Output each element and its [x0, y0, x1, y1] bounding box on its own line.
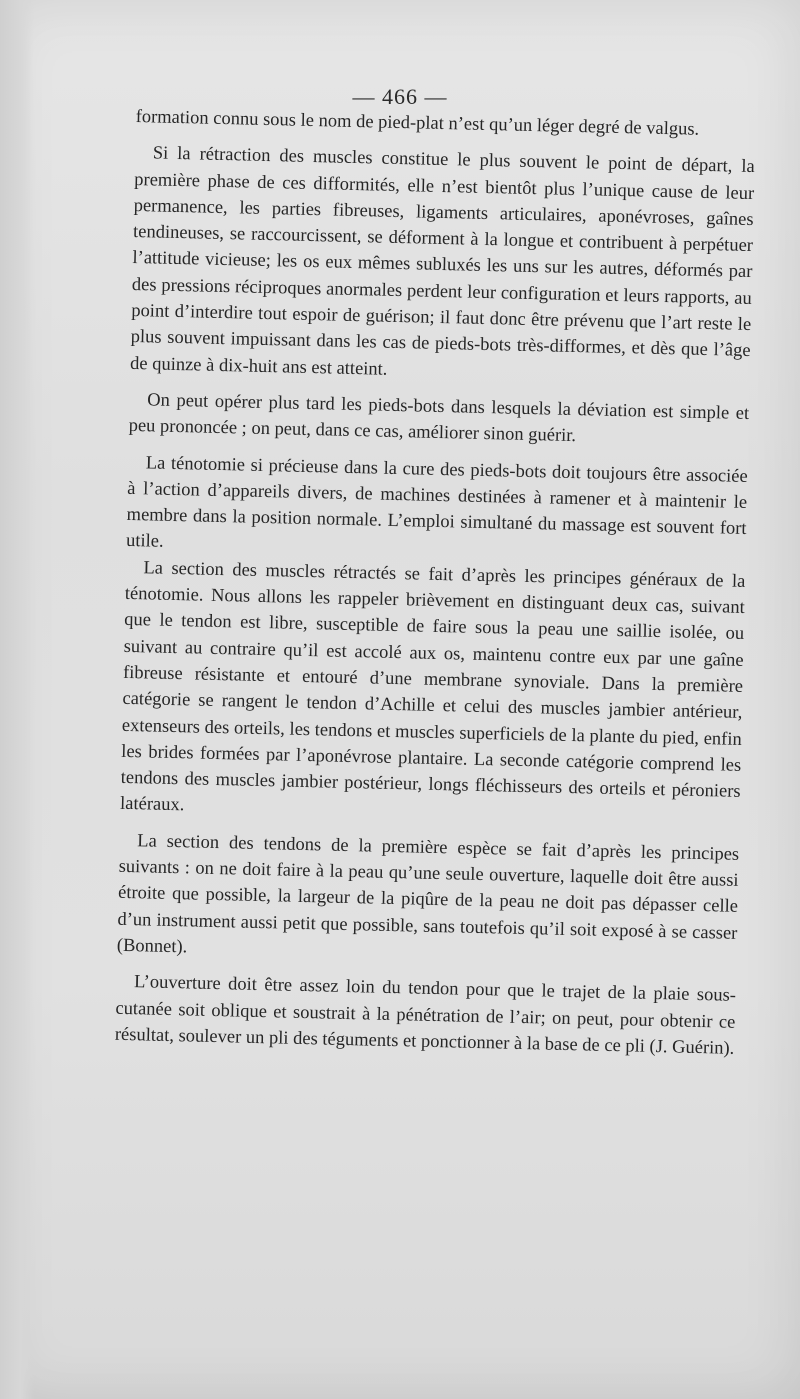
paragraph-section-muscles: La section des muscles rétractés se fait d’après les principes généraux de la ténotomie. Nous allons les rappeler brièvement en distinguant deux cas, suivant que le tendon est libre, susceptible de faire sous la peau une saillie isolée, ou suivant au contraire qu’il est accolé aux os, maintenu contre eux par une gaîne fibreuse résistante et entouré d’une membrane synoviale. Dans la première catégorie se rangent le tendon d’Achille et celui des muscles jambier antérieur, extenseurs des orteils, les tendons et muscles superficiels de la plante du pied, enfin les brides formées par l’aponévrose plantaire. La seconde catégorie comprend les tendons des muscles jambier postérieur, longs fléchisseurs des orteils et péroniers latéraux. — [119, 558, 746, 816]
paragraph-tenotomie: La ténotomie si précieuse dans la cure des pieds-bots doit toujours être associée à l’action d’appareils divers, de machines destinées à ramener et à maintenir le membre dans la position normale. L’emploi simultané du massage est souvent fort utile. — [125, 452, 748, 553]
page-gutter-shadow — [0, 0, 34, 1399]
paragraph-retraction-muscles: Si la rétraction des muscles constitue le plus souvent le point de départ, la première phase de ces difformités, elle n’est bientôt plus l’unique cause de leur permanence, les parties fibreuses, ligaments articulaires, aponévroses, gaînes tendineuses, se raccourcissent, se déforment à la longue et contribuent à perpétuer l’attitude vicieuse; les os eux mêmes subluxés les uns sur les autres, déformés par des pressions réciproques anormales perdent leur configuration et leurs rapports, au point d’interdire tout espoir de guérison; il faut donc être prévenu que l’art reste le plus souvent impuissant dans les cas de pieds-bots très-difformes, et dès que l’âge de quinze à dix-huit ans est atteint. — [129, 143, 755, 380]
paragraph-continuation: formation connu sous le nom de pied-plat n’est qu’un léger degré de valgus. — [135, 106, 700, 140]
paragraph-ouverture: L’ouverture doit être assez loin du tendon pour que le trajet de la plaie sous-cutanée soit oblique et soustrait à la pénétration de l’air; on peut, pour obtenir ce résultat, soulever un pli des téguments et ponctionner à la base de ce pli (J. Guérin). — [114, 972, 737, 1059]
page-text-body — [114, 104, 755, 1072]
page-number: — 466 — — [352, 84, 448, 109]
paragraph-operer-plus-tard: On peut opérer plus tard les pieds-bots dans lesquels la déviation est simple et peu prononcée ; on peut, dans ce cas, améliorer sinon guérir. — [128, 390, 750, 447]
paragraph-section-tendons: La section des tendons de la première espèce se fait d’après les principes suivants : on ne doit faire à la peau qu’une seule ouverture, laquelle doit être aussi étroite que possible, la largeur de la piqûre de la peau ne doit pas dépasser celle d’un instrument aussi petit que possible, sans toutefois qu’il soit exposé à se casser (Bonnet). — [116, 830, 740, 958]
